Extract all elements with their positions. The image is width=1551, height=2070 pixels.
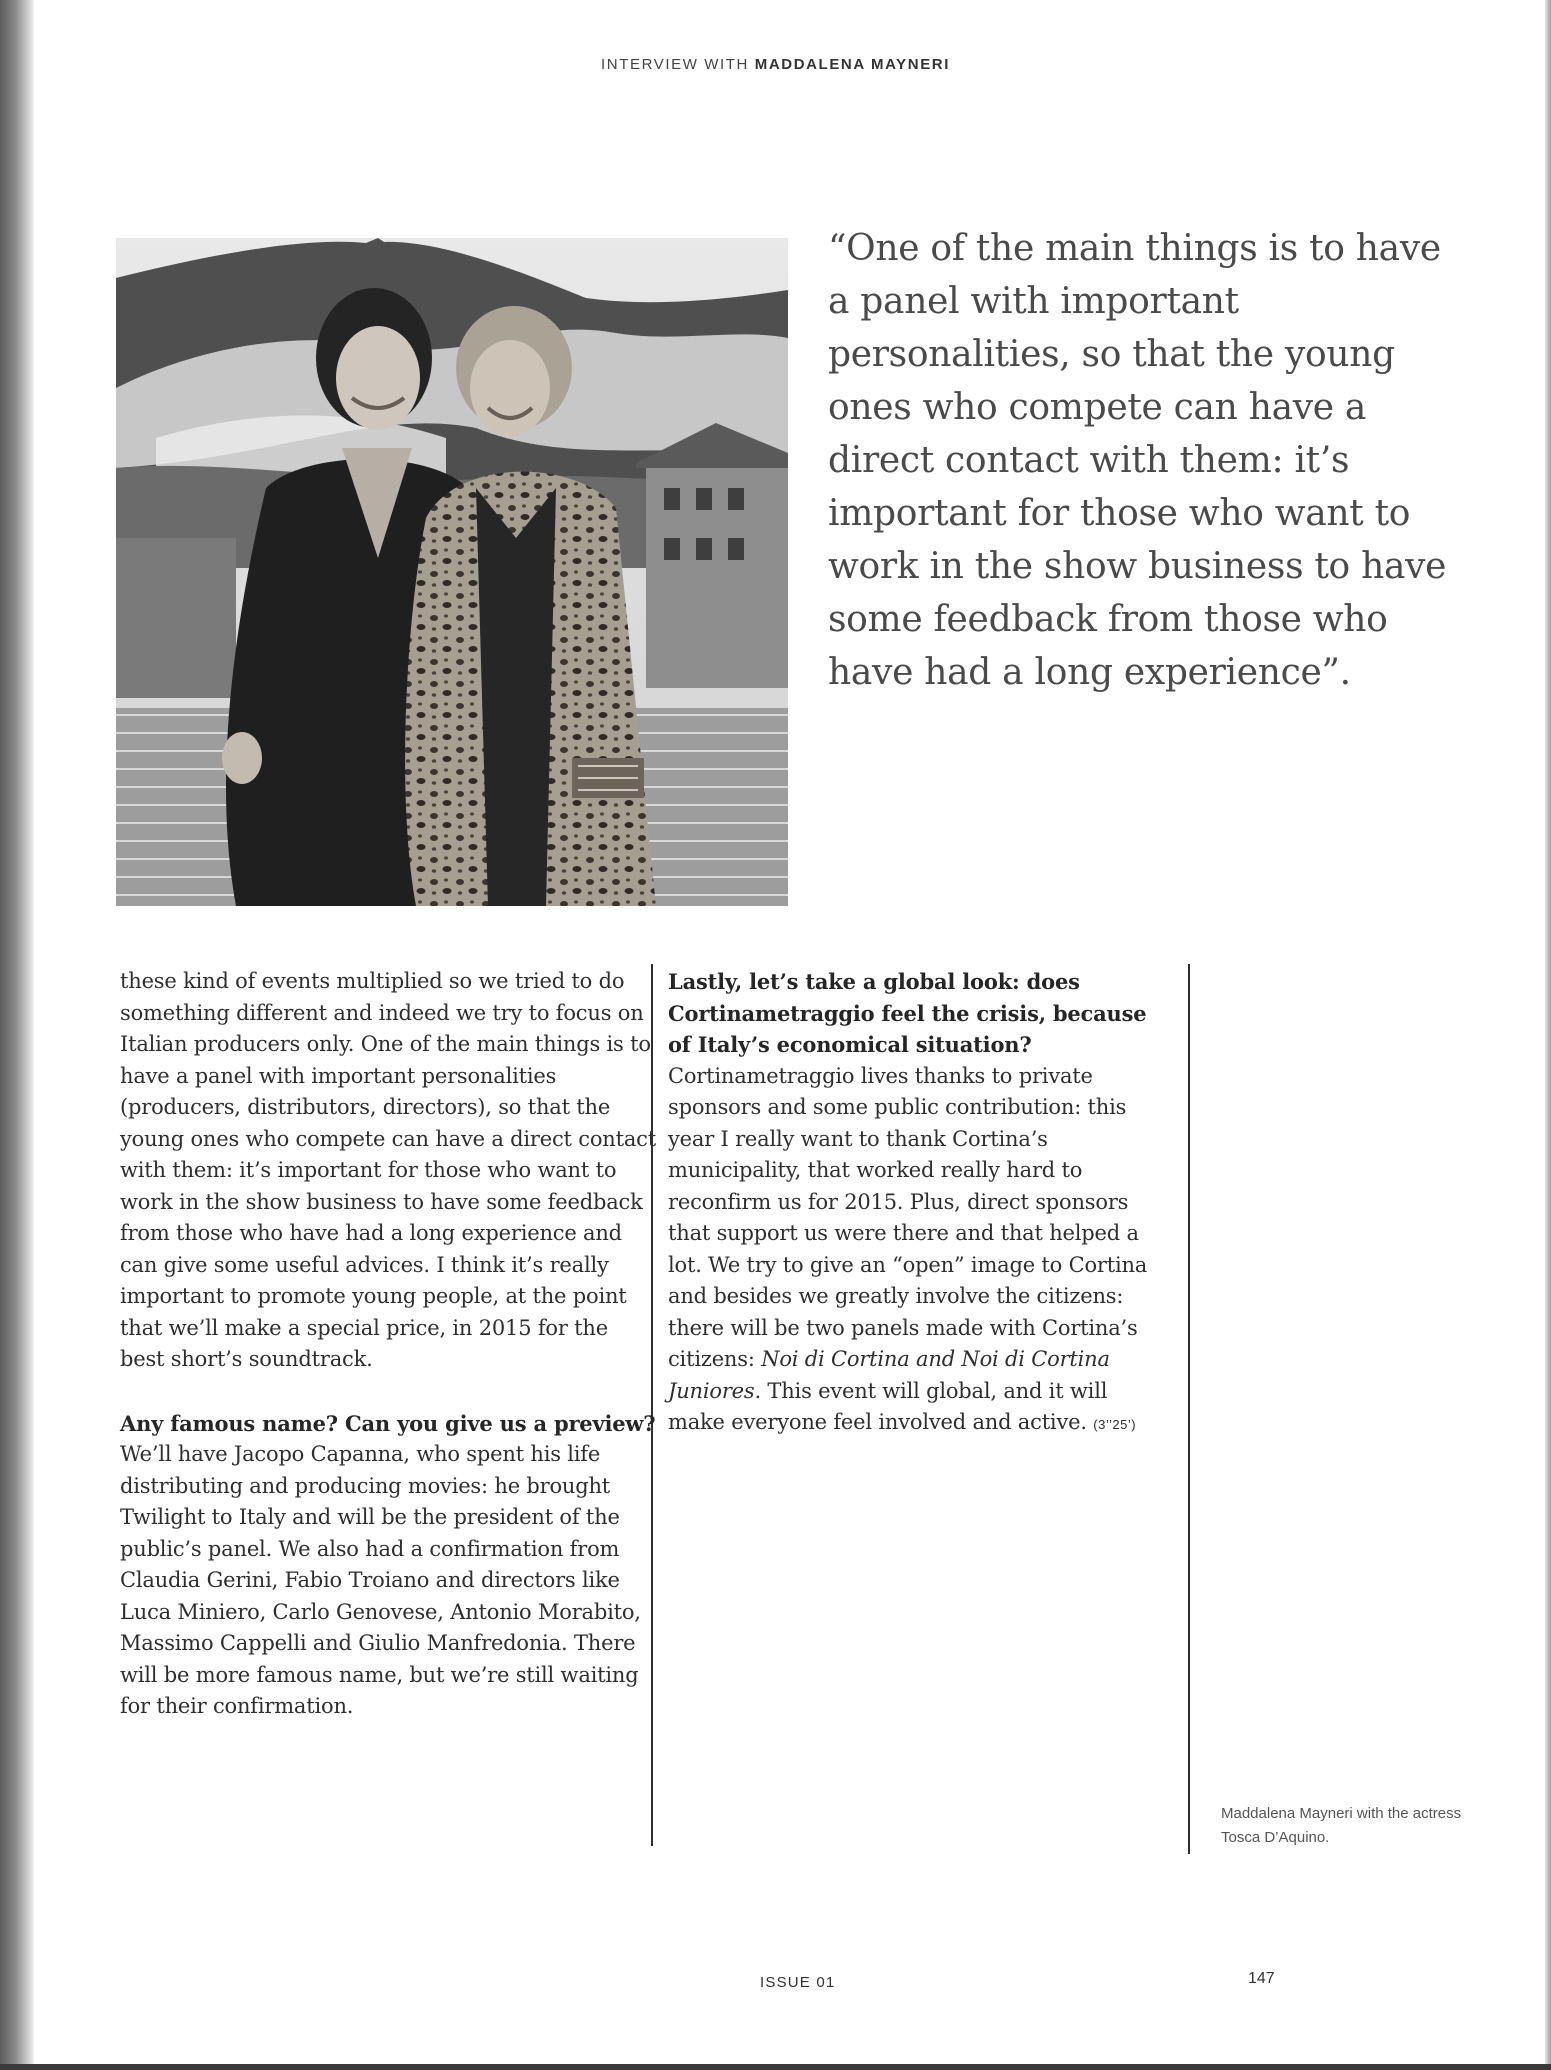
scan-edge-bottom xyxy=(0,2064,1551,2070)
answer-paragraph: We’ll have Jacopo Capanna, who spent his life distributing and producing movies: he brought Twilight to Italy and will be the president of the public’s panel. We also had a confirmation from Claudia Gerini, Fabio Troiano and directors like Luca Miniero, Carlo Genovese, Antonio Morabito, Massimo Cappelli and Giulio Manfredonia. There will be more famous name, but we’re still waiting for their confirmation. xyxy=(120,1442,641,1718)
footer-page-number: 147 xyxy=(1248,1970,1275,1987)
header-interviewee-name: MADDALENA MAYNERI xyxy=(754,56,950,73)
body-column-2 xyxy=(668,966,1160,1441)
reading-duration: (3’’25’) xyxy=(1093,1417,1137,1432)
answer-paragraph: these kind of events multiplied so we tried to do something different and indeed we try to focus on Italian producers only. One of the main things is to have a panel with important personalities (producers, distributors, directors), so that the young ones who compete can have a direct contact with them: it’s important for those who want to work in the show business to have some feedback from those who have had a long experience and can give some useful advices. I think it’s really important to promote young people, at the point that we’ll make a special price, in 2015 for the best short’s soundtrack. xyxy=(120,969,656,1371)
answer-paragraph xyxy=(668,1061,1160,1441)
photo-caption: Maddalena Mayneri with the actress Tosca D’Aquino. xyxy=(1221,1805,1462,1846)
pull-quote: “One of the main things is to have a panel with important personalities, so that the young ones who compete can have a direct contact with them: it’s important for those who want to work in the show business to have some feedback from those who have had a long experience”. xyxy=(828,228,1447,693)
body-column-1 xyxy=(120,966,656,1723)
answer-text: This event will global, and it will make everyone feel involved and active. xyxy=(668,1378,1108,1434)
scan-edge-right xyxy=(1545,0,1551,2070)
interview-photo xyxy=(116,238,788,906)
header-prefix: INTERVIEW WITH xyxy=(601,56,749,73)
answer-text: Cortinametraggio lives thanks to private sponsors and some public contribution: this year I really want to thank Cortina’s municipality, that worked really hard to reconfirm us for 2015. Plus, direct sponsors that support us were there and that helped a lot. We try to give an “open” image to Cortina and besides we greatly involve the citizens: there will be two panels made with Cortina’s citizens: xyxy=(668,1063,1148,1371)
footer-issue-label: ISSUE 01 xyxy=(760,1974,836,1991)
photo-illustration xyxy=(116,238,788,906)
interview-question: Lastly, let’s take a global look: does Cortinametraggio feel the crisis, because of Italy’s economical situation? xyxy=(668,969,1147,1057)
scan-binding-shadow xyxy=(0,0,34,2070)
running-header xyxy=(0,56,1551,73)
interview-question: Any famous name? Can you give us a preview? xyxy=(120,1410,656,1436)
column-divider-right xyxy=(1188,964,1190,1854)
panel-names-italic: Noi di Cortina and Noi di Cortina Juniores. xyxy=(668,1347,1110,1403)
